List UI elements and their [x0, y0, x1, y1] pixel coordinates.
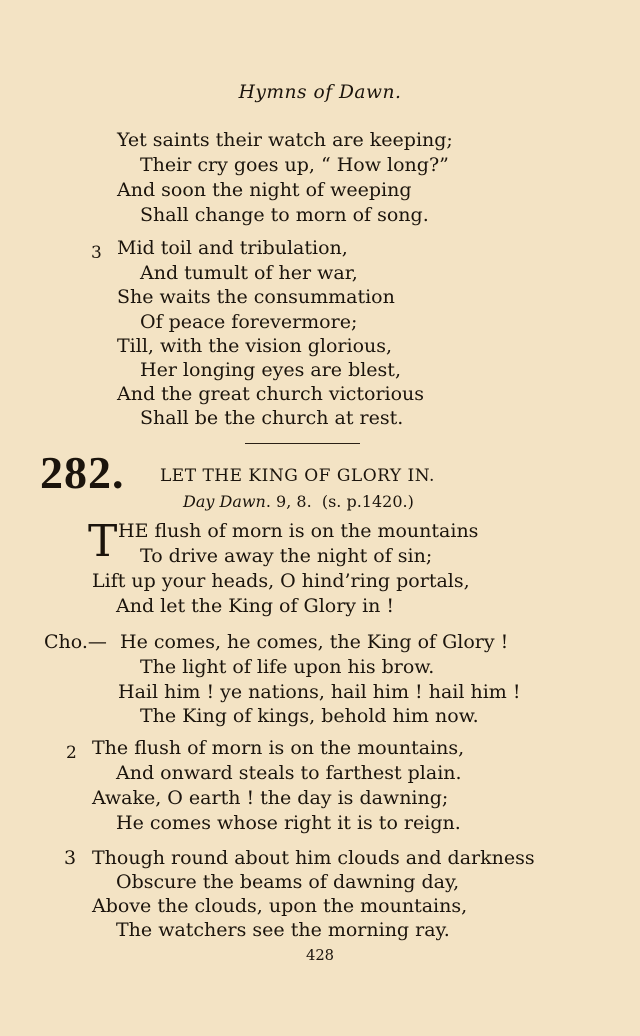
tune-name: Day Dawn: [183, 492, 266, 511]
verse-line: And soon the night of weeping: [117, 179, 412, 201]
hymn-number: 282.: [40, 447, 125, 498]
verse-line: Above the clouds, upon the mountains,: [92, 895, 468, 917]
verse-line: To drive away the night of sin;: [140, 545, 433, 567]
verse-line: Lift up your heads, O hind’ring portals,: [92, 570, 470, 592]
verse-line: Though round about him clouds and darkness: [92, 847, 535, 869]
verse-line: And tumult of her war,: [140, 262, 358, 284]
verse-line: The flush of morn is on the mountains,: [92, 737, 465, 759]
verse-line: Till, with the vision glorious,: [117, 335, 393, 357]
chorus-line: The light of life upon his brow.: [140, 656, 435, 678]
verse-line: Of peace forevermore;: [140, 311, 358, 333]
verse-number: 2: [66, 743, 77, 763]
tune-meter: . 9, 8.: [265, 492, 312, 511]
tune-reference: (s. p.1420.): [321, 492, 414, 511]
verse-line: Yet saints their watch are keeping;: [117, 129, 453, 151]
tune-info: [183, 492, 414, 511]
chorus-label: Cho.—: [44, 631, 107, 653]
verse-line: The watchers see the morning ray.: [116, 919, 450, 941]
verse-line: Shall change to morn of song.: [140, 204, 429, 226]
verse-line: And the great church victorious: [117, 383, 425, 405]
verse-number: 3: [91, 243, 102, 263]
verse-number: 3: [64, 847, 77, 869]
verse-line: And let the King of Glory in !: [116, 595, 395, 617]
verse-line: Awake, O earth ! the day is dawning;: [92, 787, 449, 809]
chorus-line: Hail him ! ye nations, hail him ! hail him !: [118, 681, 521, 703]
verse-line: She waits the consummation: [117, 286, 395, 308]
verse-line: Obscure the beams of dawning day,: [116, 871, 460, 893]
verse-line: Their cry goes up, “ How long?”: [140, 154, 449, 176]
page-number: 428: [305, 947, 335, 964]
verse-line: He comes whose right it is to reign.: [116, 812, 461, 834]
chorus-line: He comes, he comes, the King of Glory !: [120, 631, 509, 653]
running-header: Hymns of Dawn.: [238, 82, 402, 103]
chorus-line: The King of kings, behold him now.: [140, 705, 479, 727]
hymn-title: LET THE KING OF GLORY IN.: [160, 466, 435, 486]
verse-line: Shall be the church at rest.: [140, 407, 404, 429]
section-divider: [245, 443, 360, 444]
verse-line: And onward steals to farthest plain.: [116, 762, 462, 784]
verse-line: Mid toil and tribulation,: [117, 237, 348, 259]
drop-cap: T: [88, 516, 118, 567]
verse-line: HE flush of morn is on the mountains: [118, 520, 479, 542]
verse-line: Her longing eyes are blest,: [140, 359, 401, 381]
